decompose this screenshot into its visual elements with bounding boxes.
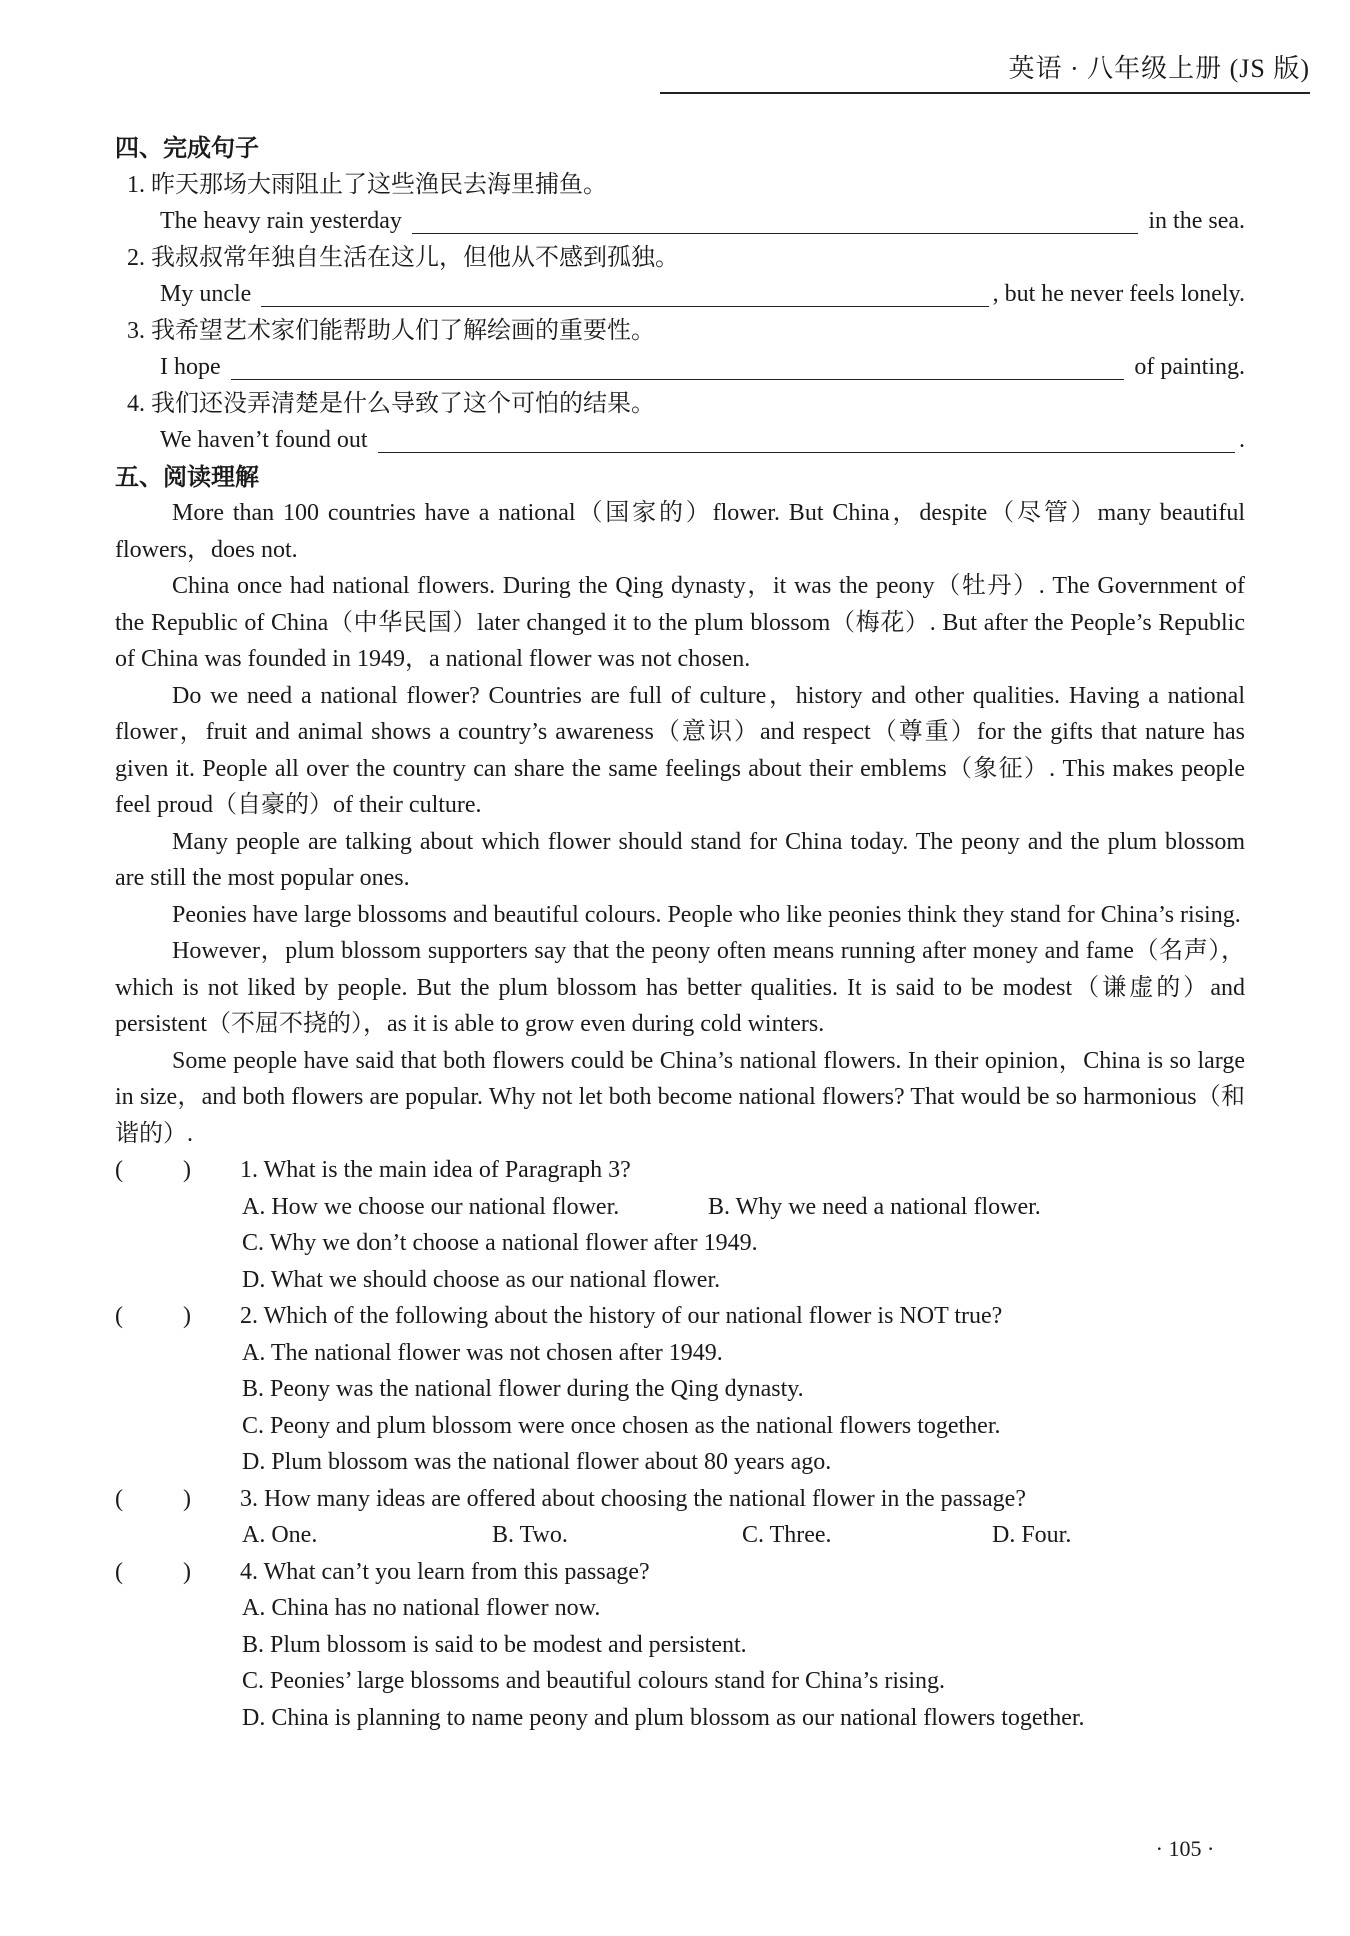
options-row xyxy=(115,1517,1245,1554)
question-3 xyxy=(115,1481,1245,1554)
bracket-open: ( xyxy=(115,1485,123,1512)
sentence-item-4 xyxy=(115,386,1245,459)
sentence-prompt: 4. 我们还没弄清楚是什么导致了这个可怕的结果。 xyxy=(127,390,655,417)
bracket-close: ) xyxy=(183,1157,191,1183)
option-c[interactable]: C. Three. xyxy=(742,1522,832,1548)
bracket-close: ) xyxy=(183,1485,191,1512)
option-b[interactable]: B. Peony was the national flower during the Qing dynasty. xyxy=(242,1376,804,1402)
answer-blank[interactable] xyxy=(261,305,988,307)
passage-paragraph: Some people have said that both flowers could be China’s national flowers. In their opinion，China is so large in size，and both flowers are popular. Why not let both become national flowers? That would be so harmonious（和谐的）. xyxy=(115,1047,1245,1147)
question-2 xyxy=(115,1298,1245,1481)
sentence-start: I hope xyxy=(160,354,221,380)
sentence-answer-line xyxy=(115,276,1245,313)
option-d[interactable]: D. Four. xyxy=(992,1522,1072,1548)
sentence-end: in the sea. xyxy=(1148,208,1245,234)
bracket-close: ) xyxy=(183,1303,191,1329)
bracket-close: ) xyxy=(183,1558,191,1585)
options-row xyxy=(115,1189,1245,1226)
question-stem: 2. Which of the following about the history of our national flower is NOT true? xyxy=(240,1303,1003,1329)
passage-paragraph: Peonies have large blossoms and beautiful colours. People who like peonies think they stand for China’s rising. xyxy=(172,901,1241,928)
sentence-end: of painting. xyxy=(1134,354,1245,380)
option-c[interactable]: C. Why we don’t choose a national flower after 1949. xyxy=(242,1230,758,1256)
section-title-complete-sentences: 四、完成句子 xyxy=(115,134,259,162)
sentence-end: . xyxy=(1239,427,1245,453)
header-rule xyxy=(660,92,1310,94)
answer-blank[interactable] xyxy=(378,451,1235,453)
passage-paragraph: However，plum blossom supporters say that the peony often means running after money and fame（名声），which is not liked by people. But the plum blossom has better qualities. It is said to be modest（谦虚的）and persistent（不屈不挠的），as it is able to grow even during cold winters. xyxy=(115,938,1245,1037)
sentence-answer-line xyxy=(115,203,1245,240)
option-d[interactable]: D. Plum blossom was the national flower about 80 years ago. xyxy=(242,1449,832,1475)
option-a[interactable]: A. China has no national flower now. xyxy=(242,1595,601,1621)
sentence-prompt: 3. 我希望艺术家们能帮助人们了解绘画的重要性。 xyxy=(127,317,655,344)
option-b[interactable]: B. Two. xyxy=(492,1522,568,1548)
answer-bracket[interactable] xyxy=(115,1298,191,1335)
passage-paragraph: China once had national flowers. During the Qing dynasty，it was the peony（牡丹）. The Government of the Republic of China（中华民国）later changed it to the plum blossom（梅花）. But after the People’s Republic of China was founded in 1949，a national flower was not chosen. xyxy=(115,573,1245,672)
bracket-open: ( xyxy=(115,1303,123,1329)
option-a[interactable]: A. One. xyxy=(242,1522,318,1548)
option-a[interactable]: A. How we choose our national flower. xyxy=(242,1193,620,1220)
question-stem: 3. How many ideas are offered about choosing the national flower in the passage? xyxy=(240,1485,1026,1512)
option-a[interactable]: A. The national flower was not chosen after 1949. xyxy=(242,1339,723,1366)
sentence-prompt: 1. 昨天那场大雨阻止了这些渔民去海里捕鱼。 xyxy=(127,171,607,198)
answer-blank[interactable] xyxy=(231,378,1125,380)
bracket-open: ( xyxy=(115,1558,123,1585)
section-title-reading: 五、阅读理解 xyxy=(115,462,259,491)
answer-bracket[interactable] xyxy=(115,1152,191,1189)
option-b[interactable]: B. Plum blossom is said to be modest and persistent. xyxy=(242,1631,747,1658)
sentence-item-2 xyxy=(115,240,1245,313)
option-c[interactable]: C. Peony and plum blossom were once chosen as the national flowers together. xyxy=(242,1412,1001,1439)
passage-paragraph: More than 100 countries have a national（国家的）flower. But China，despite（尽管）many beautiful flowers，does not. xyxy=(115,500,1245,563)
running-header: 英语 · 八年级上册 (JS 版) xyxy=(1008,54,1310,83)
option-d[interactable]: D. China is planning to name peony and plum blossom as our national flowers together. xyxy=(242,1704,1085,1731)
sentence-prompt: 2. 我叔叔常年独自生活在这儿，但他从不感到孤独。 xyxy=(127,244,679,271)
question-1 xyxy=(115,1152,1245,1298)
passage-paragraph: Do we need a national flower? Countries are full of culture，history and other qualities. Having a national flower，fruit and animal shows a country’s awareness（意识）and respect（尊重）for the gifts that nature has given it. People all over the country can share the same feelings about their emblems（象征）. This makes people feel proud（自豪的）of their culture. xyxy=(115,682,1245,818)
answer-bracket[interactable] xyxy=(115,1481,191,1518)
page-number: · 105 · xyxy=(1155,1836,1215,1861)
bracket-open: ( xyxy=(115,1157,123,1183)
sentence-start: We haven’t found out xyxy=(160,427,368,453)
option-d[interactable]: D. What we should choose as our national flower. xyxy=(242,1266,721,1293)
question-stem: 1. What is the main idea of Paragraph 3? xyxy=(240,1157,631,1183)
question-stem: 4. What can’t you learn from this passage? xyxy=(240,1558,650,1585)
passage-paragraph: Many people are talking about which flower should stand for China today. The peony and the plum blossom are still the most popular ones. xyxy=(115,828,1245,891)
option-c[interactable]: C. Peonies’ large blossoms and beautiful colours stand for China’s rising. xyxy=(242,1668,946,1694)
option-b[interactable]: B. Why we need a national flower. xyxy=(708,1193,1041,1220)
answer-bracket[interactable] xyxy=(115,1554,191,1591)
question-4 xyxy=(115,1554,1245,1737)
sentence-answer-line xyxy=(115,349,1245,386)
sentence-item-1 xyxy=(115,167,1245,240)
sentence-item-3 xyxy=(115,313,1245,386)
sentence-start: The heavy rain yesterday xyxy=(160,208,402,234)
sentence-end: , but he never feels lonely. xyxy=(992,281,1245,307)
answer-blank[interactable] xyxy=(412,232,1138,234)
page-content xyxy=(115,130,1245,1736)
sentence-start: My uncle xyxy=(160,281,252,307)
sentence-answer-line xyxy=(115,422,1245,459)
